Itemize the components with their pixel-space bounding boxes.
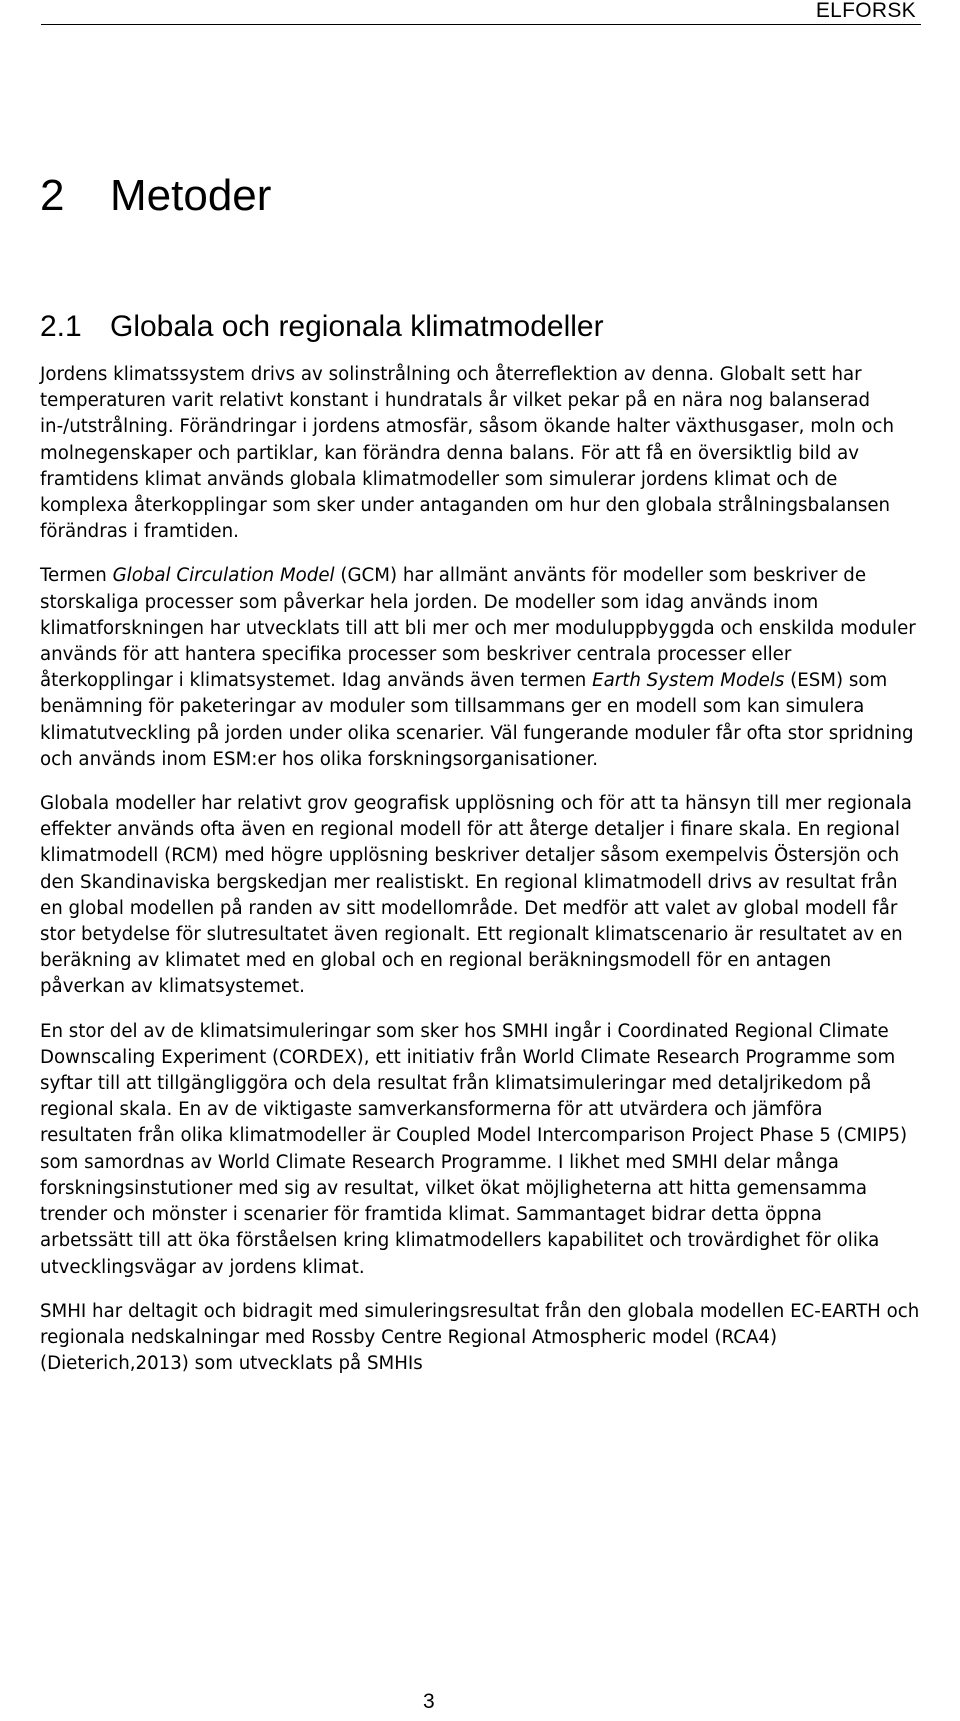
paragraph-2-part-e: (ESM) som benämning för paketeringar av moduler som tillsammans ger en modell som kan simulera klimatutveckling på jorden under olika scenarier. Väl fungerande moduler får ofta stor spridning och används inom ESM:er hos olika forskningsorganisationer.	[40, 670, 914, 770]
chapter-title-text: Metoder	[110, 171, 272, 220]
paragraph-2-part-c: (GCM) har allmänt använts för modeller som beskriver de storskaliga processer som påverkar hela jorden. De modeller som idag används inom klimatforskningen har utvecklats till att bli mer och mer moduluppbyggda och enskilda moduler används för att hantera specifika processer som beskriver centrala processer eller återkopplingar i klimatsystemet. Idag används även termen	[40, 565, 916, 692]
page-header-brand: ELFORSK	[815, 0, 916, 22]
section-title	[40, 309, 604, 345]
paragraph-4: En stor del av de klimatsimuleringar som sker hos SMHI ingår i Coordinated Regional Climate Downscaling Experiment (CORDEX), ett initiativ från World Climate Research Programme som syftar till att tillgängliggöra och dela resultat från klimatsimuleringar med detaljrikedom på regional skala. En av de viktigaste samverkansformerna för att utvärdera och jämföra resultaten från olika klimatmodeller är Coupled Model Intercomparison Project Phase 5 (CMIP5) som samordnas av World Climate Research Programme. I likhet med SMHI delar många forskningsinstutioner med sig av resultat, vilket ökat möjligheterna att hitta gemensamma trender och mönster i scenarier för framtida klimat. Sammantaget bidrar detta öppna arbetssätt till att öka förståelsen kring klimatmodellers kapabilitet och trovärdighet för olika utvecklingsvägar av jordens klimat.	[40, 1020, 908, 1278]
section-title-text: Globala och regionala klimatmodeller	[110, 310, 604, 343]
paragraph-2	[40, 563, 920, 773]
paragraph-3: Globala modeller har relativt grov geografisk upplösning och för att ta hänsyn till mer regionala effekter används ofta även en regional modell för att återge detaljer i finare skala. En regional klimatmodell (RCM) med högre upplösning beskriver detaljer såsom exempelvis Östersjön och den Skandinaviska bergskedjan mer realistiskt. En regional klimatmodell drivs av resultat från en global modellen på randen av sitt modellområde. Det medför att valet av global modell får stor betydelse för slutresultatet även regionalt. Ett regionalt klimatscenario är resultatet av en beräkning av klimatet med en global och en regional beräkningsmodell för en antagen påverkan av klimatsystemet.	[40, 793, 912, 998]
page-number: 3	[423, 1690, 435, 1713]
paragraph-1: Jordens klimatssystem drivs av solinstrålning och återreflektion av denna. Globalt sett har temperaturen varit relativt konstant i hundratals år vilket pekar på en nära nog balanserad in-/utstrålning. Förändringar i jordens atmosfär, såsom ökande halter växthusgaser, moln och molnegenskaper och partiklar, kan förändra denna balans. För att få en översiktlig bild av framtidens klimat används globala klimatmodeller som simulerar jordens klimat och de komplexa återkopplingar som sker under antaganden om hur den globala strålningsbalansen förändras i framtiden.	[40, 364, 895, 543]
term-esm: Earth System Models	[592, 670, 785, 692]
section-number: 2.1	[40, 310, 82, 343]
term-gcm: Global Circulation Model	[112, 565, 335, 587]
paragraph-2-part-a: Termen	[40, 565, 113, 587]
header-divider	[41, 24, 921, 25]
body-text	[40, 362, 920, 1395]
paragraph-5: SMHI har deltagit och bidragit med simuleringsresultat från den globala modellen EC-EARTH och regionala nedskalningar med Rossby Centre Regional Atmospheric model (RCA4) (Dieterich,2013) som utvecklats på SMHIs	[40, 1300, 920, 1375]
chapter-title	[40, 171, 271, 221]
chapter-number: 2	[40, 171, 65, 220]
